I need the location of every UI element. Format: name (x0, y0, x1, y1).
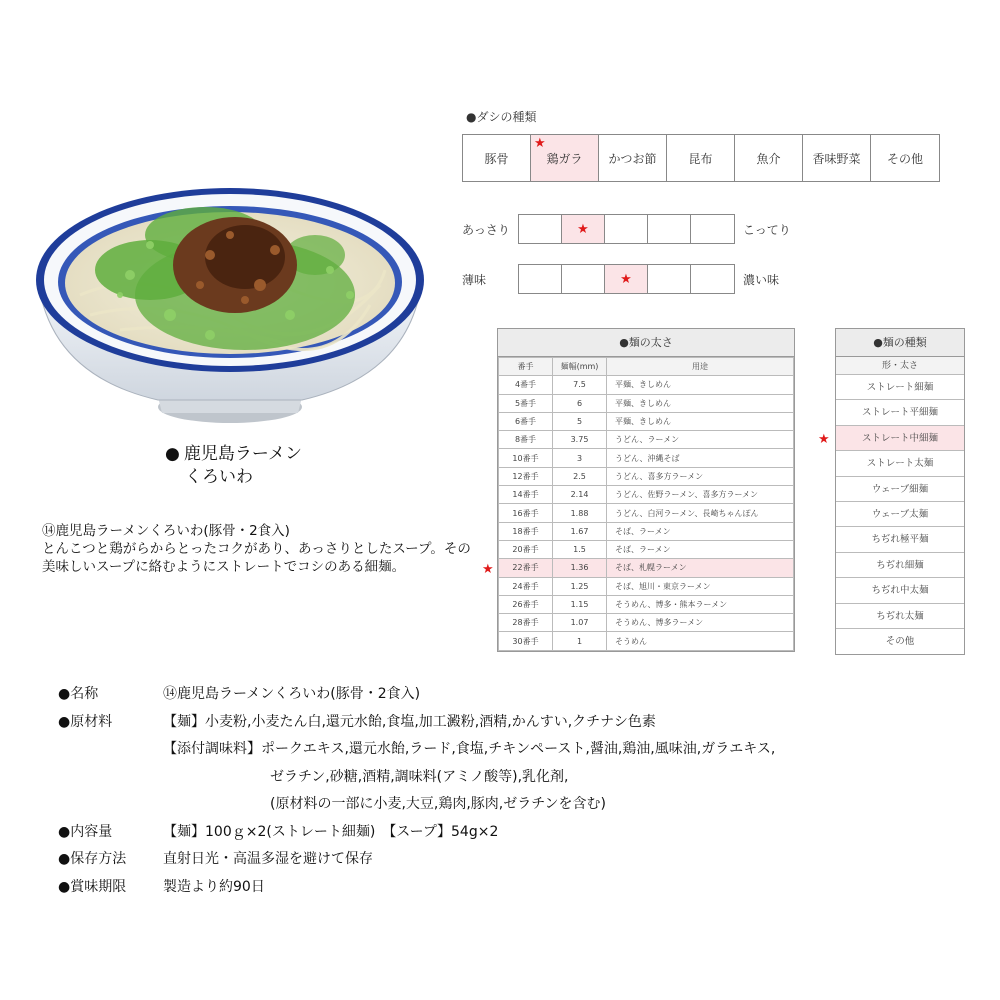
table-row (499, 449, 794, 467)
dashi-options-row (462, 134, 940, 182)
thickness-width-cell: 1.88 (553, 504, 607, 522)
thickness-usage-cell: そうめん、博多・熊本ラーメン (607, 595, 794, 613)
scale-box (648, 265, 691, 293)
list-item: ストレート中細麺 (836, 426, 964, 451)
thickness-usage-cell: うどん、喜多方ラーメン (607, 467, 794, 485)
product-caption (165, 443, 302, 489)
table-row (499, 376, 794, 394)
thickness-number-cell: 16番手 (499, 504, 553, 522)
thickness-width-cell: 1.36 (553, 559, 607, 577)
dashi-option-label: その他 (886, 151, 923, 166)
scale-box (519, 265, 562, 293)
list-item: ちぢれ極平麺 (836, 527, 964, 552)
thickness-header-usage: 用途 (607, 358, 794, 376)
noodle-thickness-table (497, 328, 795, 652)
thickness-width-cell: 1.07 (553, 614, 607, 632)
thickness-number-cell: 20番手 (499, 540, 553, 558)
dashi-option (531, 135, 599, 181)
noodle-type-table (835, 328, 965, 655)
scale-selected-star: ★ (620, 271, 632, 287)
richness-left-label: あっさり (462, 222, 510, 237)
table-row (499, 467, 794, 485)
description-title: ⑭鹿児島ラーメンくろいわ(豚骨・2食入) (42, 523, 290, 539)
dashi-option-label: 豚骨 (484, 151, 509, 166)
thickness-width-cell: 3.75 (553, 431, 607, 449)
thickness-width-cell: 1 (553, 632, 607, 650)
table-row (499, 632, 794, 650)
expiry-label: ●賞味期限 (58, 878, 127, 895)
thickness-width-cell: 7.5 (553, 376, 607, 394)
dashi-option (599, 135, 667, 181)
info-content-row (58, 819, 775, 847)
table-row (499, 595, 794, 613)
dashi-option-label: かつお節 (608, 151, 657, 166)
dashi-option (871, 135, 939, 181)
table-row (499, 504, 794, 522)
saltiness-scale (462, 264, 779, 294)
noodle-type-header: 形・太さ (836, 357, 964, 375)
ingredients-noodle: 【麺】小麦粉,小麦たん白,還元水飴,食塩,加工澱粉,酒精,かんすい,クチナシ色素 (163, 713, 656, 730)
richness-right-label: こってり (743, 222, 791, 237)
dashi-selected-star: ★ (534, 136, 546, 151)
thickness-usage-cell: そば、札幌ラーメン (607, 559, 794, 577)
thickness-width-cell: 1.15 (553, 595, 607, 613)
saltiness-boxes (518, 264, 735, 294)
thickness-usage-cell: そば、ラーメン (607, 540, 794, 558)
scale-box (562, 215, 605, 243)
thickness-number-cell: 26番手 (499, 595, 553, 613)
description-body: とんこつと鶏がらからとったコクがあり、あっさりとしたスープ。その美味しいスープに絡むようにストレートでコシのある細麺。 (42, 541, 471, 575)
thickness-width-cell: 1.5 (553, 540, 607, 558)
thickness-usage-cell: そうめん (607, 632, 794, 650)
info-ingredients-row (58, 709, 775, 737)
storage-value: 直射日光・高温多湿を避けて保存 (163, 851, 373, 867)
thickness-width-cell: 6 (553, 394, 607, 412)
ramen-bowl-image (30, 175, 430, 430)
list-item: その他 (885, 635, 915, 647)
thickness-number-cell: 28番手 (499, 614, 553, 632)
expiry-value: 製造より約90日 (163, 878, 265, 895)
thickness-number-cell: 22番手 (499, 559, 553, 577)
scale-box (691, 215, 734, 243)
name-label: ●名称 (58, 686, 99, 702)
dashi-option (463, 135, 531, 181)
thickness-number-cell: 5番手 (499, 394, 553, 412)
richness-scale (462, 214, 791, 244)
thickness-width-cell: 2.5 (553, 467, 607, 485)
table-row (499, 486, 794, 504)
thickness-number-cell: 4番手 (499, 376, 553, 394)
thickness-usage-cell: そうめん、博多ラーメン (607, 614, 794, 632)
thickness-number-cell: 30番手 (499, 632, 553, 650)
thickness-usage-cell: そば、ラーメン (607, 522, 794, 540)
thickness-number-cell: 14番手 (499, 486, 553, 504)
scale-box (648, 215, 691, 243)
thickness-width-cell: 2.14 (553, 486, 607, 504)
saltiness-right-label: 濃い味 (743, 272, 780, 287)
list-item: ウェーブ細麺 (836, 477, 964, 502)
noodle-type-selected-star: ★ (818, 432, 830, 447)
thickness-width-cell: 5 (553, 412, 607, 430)
richness-boxes (518, 214, 735, 244)
thickness-selected-star: ★ (482, 562, 494, 577)
dashi-option (803, 135, 871, 181)
info-name-row (58, 681, 775, 709)
list-item: ちぢれ太麺 (836, 604, 964, 629)
dashi-option-label: 昆布 (688, 151, 713, 166)
thickness-usage-cell: 平麺、きしめん (607, 376, 794, 394)
thickness-number-cell: 6番手 (499, 412, 553, 430)
thickness-usage-cell: うどん、沖縄そば (607, 449, 794, 467)
dashi-option-label: 魚介 (756, 151, 781, 166)
dashi-option (667, 135, 735, 181)
scale-selected-star: ★ (577, 221, 589, 237)
thickness-usage-cell: うどん、ラーメン (607, 431, 794, 449)
table-row (499, 431, 794, 449)
scale-box (562, 265, 605, 293)
table-row (499, 577, 794, 595)
scale-box (691, 265, 734, 293)
list-item: ちぢれ中太麺 (836, 578, 964, 603)
table-row (499, 540, 794, 558)
thickness-width-cell: 1.25 (553, 577, 607, 595)
ingredients-label: ●原材料 (58, 713, 113, 730)
product-info (58, 681, 775, 901)
list-item: ウェーブ太麺 (836, 502, 964, 527)
thickness-number-cell: 12番手 (499, 467, 553, 485)
noodle-type-title: ●麺の種類 (836, 329, 964, 357)
dashi-option (735, 135, 803, 181)
dashi-option-label: 香味野菜 (812, 151, 861, 166)
list-item: ストレート平細麺 (836, 400, 964, 425)
table-row (499, 522, 794, 540)
content-value: 【麺】100ｇ×2(ストレート細麺) 【スープ】54g×2 (163, 823, 499, 840)
scale-box (519, 215, 562, 243)
saltiness-left-label: 薄味 (462, 272, 487, 287)
thickness-number-cell: 24番手 (499, 577, 553, 595)
thickness-usage-cell: そば、旭川・東京ラーメン (607, 577, 794, 595)
list-item: ストレート太麺 (836, 451, 964, 476)
dashi-option-label: 鶏ガラ (546, 151, 583, 166)
ingredients-seasoning-line-3: (原材料の一部に小麦,大豆,鶏肉,豚肉,ゼラチンを含む) (270, 796, 607, 812)
thickness-usage-cell: 平麺、きしめん (607, 394, 794, 412)
table-row (499, 559, 794, 577)
storage-label: ●保存方法 (58, 851, 127, 867)
thickness-usage-cell: うどん、佐野ラーメン、喜多方ラーメン (607, 486, 794, 504)
thickness-header-width: 麺幅(mm) (553, 358, 607, 376)
product-description (42, 522, 472, 576)
ingredients-seasoning-line-1: 【添付調味料】ポークエキス,還元水飴,ラード,食塩,チキンペースト,醤油,鶏油,風味油,ガラエキス, (163, 741, 776, 757)
caption-line-2: くろいわ (185, 467, 253, 487)
list-item: ちぢれ細麺 (836, 553, 964, 578)
ingredients-seasoning-line-2: ゼラチン,砂糖,酒精,調味料(アミノ酸等),乳化剤, (270, 768, 569, 785)
thickness-number-cell: 8番手 (499, 431, 553, 449)
scale-box (605, 215, 648, 243)
thickness-usage-cell: うどん、白河ラーメン、長崎ちゃんぽん (607, 504, 794, 522)
thickness-width-cell: 1.67 (553, 522, 607, 540)
content-label: ●内容量 (58, 823, 113, 840)
table-row (499, 412, 794, 430)
scale-box (605, 265, 648, 293)
caption-line-1: 鹿児島ラーメン (183, 444, 302, 464)
thickness-width-cell: 3 (553, 449, 607, 467)
dashi-section-title: ●ダシの種類 (466, 110, 537, 124)
caption-bullet: ● (165, 444, 180, 464)
thickness-header-number: 番手 (499, 358, 553, 376)
table-row (499, 614, 794, 632)
thickness-number-cell: 18番手 (499, 522, 553, 540)
thickness-title: ●麺の太さ (498, 329, 794, 357)
info-storage-row (58, 846, 775, 874)
thickness-number-cell: 10番手 (499, 449, 553, 467)
list-item: ストレート細麺 (836, 375, 964, 400)
info-expiry-row (58, 874, 775, 902)
thickness-usage-cell: 平麺、きしめん (607, 412, 794, 430)
table-row (499, 394, 794, 412)
name-value: ⑭鹿児島ラーメンくろいわ(豚骨・2食入) (163, 686, 421, 702)
